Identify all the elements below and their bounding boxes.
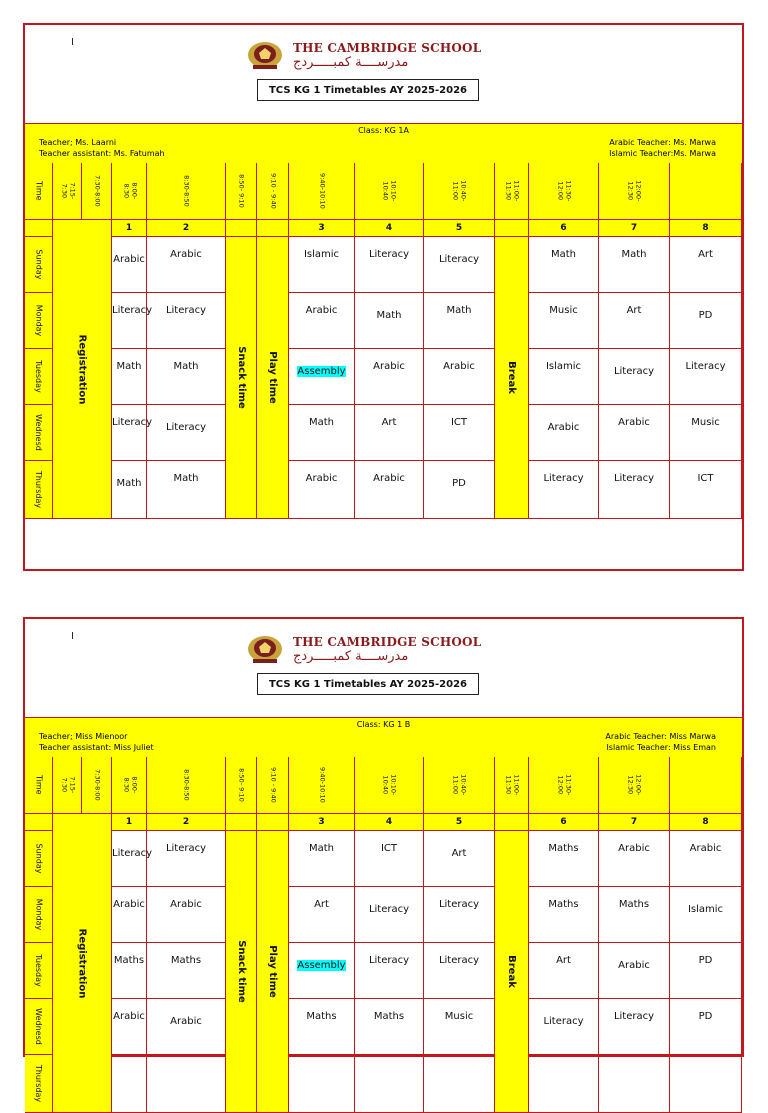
time-slot-label: 7:15- 7:30 xyxy=(59,182,76,200)
subject-cell xyxy=(355,831,424,887)
period-number: 1 xyxy=(112,220,147,237)
crest-icon xyxy=(247,40,283,70)
timetable-page-1 xyxy=(23,23,744,571)
day-label xyxy=(25,461,53,519)
subject-cell xyxy=(529,405,599,461)
subject-cell xyxy=(670,1055,742,1113)
school-name-en: THE CAMBRIDGE SCHOOL xyxy=(293,40,482,55)
subject-cell xyxy=(112,887,147,943)
period-number: 6 xyxy=(529,220,599,237)
day-name: Thursday xyxy=(34,1064,44,1103)
subject-name: Literacy xyxy=(438,955,480,966)
subject-cell xyxy=(112,943,147,999)
period-number: 4 xyxy=(355,220,424,237)
subject-name: Music xyxy=(549,305,578,316)
subject-name: Literacy xyxy=(165,305,207,316)
subject-name: Assembly xyxy=(297,960,346,971)
day-label xyxy=(25,887,53,943)
subject-cell xyxy=(289,405,355,461)
assistant-name: Teacher assistant: Ms. Fatumah xyxy=(39,149,165,158)
subject-name: Math xyxy=(173,473,199,484)
subject-name: Music xyxy=(691,417,720,428)
subject-cell xyxy=(670,405,742,461)
school-name-ar: مدرســــة كمبـــــردج xyxy=(293,54,409,70)
subject-cell xyxy=(599,943,670,999)
subject-cell xyxy=(112,237,147,293)
subject-name: Assembly xyxy=(297,366,346,377)
time-slot xyxy=(82,757,112,814)
subject-cell xyxy=(112,405,153,461)
subject-cell xyxy=(289,461,355,519)
subject-cell xyxy=(599,293,670,349)
time-slot xyxy=(53,757,82,814)
subject-name: Literacy xyxy=(112,848,153,859)
subject-cell xyxy=(112,1055,147,1113)
subject-cell xyxy=(599,237,670,293)
period-blank xyxy=(226,814,257,831)
time-slot xyxy=(529,163,599,220)
subject-name: Math xyxy=(173,361,199,372)
subject-cell xyxy=(355,461,424,519)
registration-column xyxy=(53,814,112,1113)
subject-cell xyxy=(112,999,147,1055)
subject-name: Literacy xyxy=(613,473,655,484)
time-slot xyxy=(147,757,226,814)
timetable-title: TCS KG 1 Timetables AY 2025-2026 xyxy=(257,79,479,101)
subject-name: Literacy xyxy=(613,366,655,377)
day-label xyxy=(25,999,53,1055)
subject-cell xyxy=(424,999,495,1055)
subject-cell xyxy=(147,349,226,405)
subject-name: Math xyxy=(621,249,647,260)
period-number: 7 xyxy=(599,220,670,237)
day-label xyxy=(25,943,53,999)
subject-name: Math xyxy=(116,478,142,489)
subject-name: Art xyxy=(451,848,467,859)
period-blank xyxy=(495,220,529,237)
day-name: Wednesd xyxy=(34,414,43,451)
subject-cell xyxy=(670,237,742,293)
time-slot-label: 11:00- 11:30 xyxy=(504,180,521,202)
subject-name: Arabic xyxy=(113,899,145,910)
time-slot-label: 8:50- 9:10 xyxy=(237,768,246,802)
subject-cell xyxy=(529,237,599,293)
subject-cell xyxy=(289,1055,355,1113)
school-name xyxy=(293,42,481,69)
time-header xyxy=(25,163,53,220)
time-slot xyxy=(226,757,257,814)
school-name-ar: مدرســــة كمبـــــردج xyxy=(293,648,409,664)
subject-cell xyxy=(670,999,742,1055)
subject-cell xyxy=(355,943,424,999)
subject-name: Maths xyxy=(548,843,579,854)
subject-cell xyxy=(355,887,424,943)
time-slot xyxy=(599,163,670,220)
subject-cell xyxy=(424,405,495,461)
day-name: Wednesd xyxy=(34,1008,43,1045)
subject-cell xyxy=(599,1055,670,1113)
subject-name: PD xyxy=(698,1011,713,1022)
school-name xyxy=(293,636,481,663)
time-slot-label: 10:10- 10:40 xyxy=(381,180,398,202)
time-slot-label: 11:00- 11:30 xyxy=(504,774,521,796)
subject-name: Literacy xyxy=(438,254,480,265)
subject-name: Maths xyxy=(373,1011,405,1022)
subject-name: Arabic xyxy=(305,473,338,484)
subject-name: Art xyxy=(381,417,397,428)
subject-name: Arabic xyxy=(618,843,650,854)
class-name: Class: KG 1A xyxy=(358,126,409,135)
period-number: 5 xyxy=(424,220,495,237)
subject-name: Arabic xyxy=(305,305,338,316)
registration-column xyxy=(53,220,112,519)
subject-name: Islamic xyxy=(303,249,340,260)
subject-name: Arabic xyxy=(170,899,202,910)
period-blank xyxy=(495,814,529,831)
period-blank xyxy=(257,814,289,831)
subject-cell xyxy=(670,461,742,519)
subject-name: Arabic xyxy=(618,417,650,428)
timetable-title: TCS KG 1 Timetables AY 2025-2026 xyxy=(257,673,479,695)
subject-cell xyxy=(529,349,599,405)
subject-cell xyxy=(289,999,355,1055)
period-number: 6 xyxy=(529,814,599,831)
subject-name: PD xyxy=(452,478,466,489)
day-label xyxy=(25,349,53,405)
subject-name: Arabic xyxy=(443,361,475,372)
subject-cell xyxy=(289,887,355,943)
time-slot-label: 8:30-8:50 xyxy=(182,175,191,207)
subject-name: PD xyxy=(698,310,713,321)
break-column xyxy=(495,237,529,519)
period-number: 3 xyxy=(289,814,355,831)
subject-cell xyxy=(112,293,153,349)
time-slot-label: 12:00- 12:30 xyxy=(626,774,643,796)
subject-cell xyxy=(147,943,226,999)
subject-cell xyxy=(112,461,147,519)
subject-name: Islamic xyxy=(687,904,724,915)
day-name: Tuesday xyxy=(34,360,44,393)
subject-name: Math xyxy=(116,361,142,372)
subject-cell xyxy=(289,943,355,999)
subject-cell xyxy=(599,349,670,405)
subject-name: Literacy xyxy=(685,361,726,372)
subject-cell xyxy=(147,1055,226,1113)
subject-cell xyxy=(289,831,355,887)
period-corner xyxy=(25,814,53,831)
subject-name: Math xyxy=(376,310,402,321)
subject-cell xyxy=(289,237,355,293)
snack-label: Snack time xyxy=(235,346,247,409)
subject-cell xyxy=(424,1055,495,1113)
subject-cell xyxy=(147,999,226,1055)
subject-name: Arabic xyxy=(170,1016,202,1027)
break-label: Break xyxy=(505,955,517,988)
subject-name: Arabic xyxy=(373,473,405,484)
arabic-teacher: Arabic Teacher: Miss Marwa xyxy=(605,732,716,741)
subject-cell xyxy=(355,237,424,293)
time-slot-label: 8:50- 9:10 xyxy=(237,174,246,208)
subject-name: Literacy xyxy=(543,473,584,484)
registration-label: Registration xyxy=(76,928,88,998)
subject-cell xyxy=(355,405,424,461)
period-blank xyxy=(257,220,289,237)
page-mark: I xyxy=(71,631,74,642)
time-slot-label: 8:00- 8:30 xyxy=(121,182,138,200)
time-slot-label: 10:40- 11:00 xyxy=(451,180,468,202)
subject-cell xyxy=(289,293,355,349)
class-info xyxy=(25,123,742,165)
time-slot-label: 8:30-8:50 xyxy=(182,769,191,801)
time-slot xyxy=(289,163,355,220)
islamic-teacher: Islamic Teacher:Ms. Marwa xyxy=(609,149,716,158)
subject-name: Islamic xyxy=(545,361,582,372)
time-slot xyxy=(599,757,670,814)
subject-cell xyxy=(112,349,147,405)
subject-name: Literacy xyxy=(368,955,410,966)
subject-cell xyxy=(529,943,599,999)
subject-name: Literacy xyxy=(165,843,207,854)
subject-cell xyxy=(529,831,599,887)
time-label: Time xyxy=(34,181,44,201)
subject-cell xyxy=(424,349,495,405)
time-slot-label: 10:10- 10:40 xyxy=(381,774,398,796)
time-slot xyxy=(355,163,424,220)
time-slot xyxy=(424,163,495,220)
time-slot xyxy=(289,757,355,814)
subject-name: Math xyxy=(308,417,334,428)
time-slot-label: 11:30- 12:00 xyxy=(556,774,573,796)
subject-cell xyxy=(147,461,226,519)
subject-name: Art xyxy=(698,249,713,260)
subject-name: Art xyxy=(556,955,571,966)
subject-cell xyxy=(424,461,495,519)
time-slot-label: 7:15- 7:30 xyxy=(59,776,76,794)
subject-cell xyxy=(424,943,495,999)
day-label xyxy=(25,293,53,349)
subject-cell xyxy=(529,887,599,943)
subject-name: Arabic xyxy=(547,422,580,433)
period-number: 4 xyxy=(355,814,424,831)
time-slot xyxy=(424,757,495,814)
arabic-teacher: Arabic Teacher: Ms. Marwa xyxy=(609,138,716,147)
time-slot xyxy=(670,757,742,814)
period-number: 1 xyxy=(112,814,147,831)
subject-name: Arabic xyxy=(113,1011,145,1022)
subject-name: PD xyxy=(698,955,713,966)
subject-name: ICT xyxy=(697,473,714,484)
timetable-page-2 xyxy=(23,617,744,1103)
subject-cell xyxy=(355,1055,424,1113)
subject-name: Math xyxy=(308,843,334,854)
time-slot-label: 8:00- 8:30 xyxy=(121,776,138,794)
time-label: Time xyxy=(34,775,44,795)
subject-name: Literacy xyxy=(368,904,410,915)
break-column xyxy=(495,831,529,1113)
crest-icon xyxy=(247,634,283,664)
time-slot xyxy=(257,163,289,220)
assistant-name: Teacher assistant: Miss Juliet xyxy=(39,743,154,752)
time-slot-label: 7:30-8:00 xyxy=(93,175,102,207)
subject-name: Literacy xyxy=(543,1016,584,1027)
subject-name: Literacy xyxy=(438,899,480,910)
time-slot-label: 9:10 - 9:40 xyxy=(269,767,278,803)
subject-name: ICT xyxy=(450,417,468,428)
subject-cell xyxy=(670,293,742,349)
period-number: 2 xyxy=(147,220,226,237)
snack-column xyxy=(226,237,257,519)
period-corner xyxy=(25,220,53,237)
subject-cell xyxy=(599,999,670,1055)
school-logo xyxy=(247,37,483,73)
subject-cell xyxy=(529,999,599,1055)
subject-cell xyxy=(670,887,742,943)
time-slot-label: 9:40-10:10 xyxy=(318,767,327,803)
play-column xyxy=(257,237,289,519)
snack-label: Snack time xyxy=(235,940,247,1003)
subject-cell xyxy=(529,461,599,519)
day-label xyxy=(25,405,53,461)
day-name: Monday xyxy=(34,304,43,337)
time-header xyxy=(25,757,53,814)
subject-cell xyxy=(424,831,495,887)
subject-name: Arabic xyxy=(170,249,202,260)
islamic-teacher: Islamic Teacher: Miss Eman xyxy=(606,743,716,752)
time-slot xyxy=(112,757,147,814)
time-slot-label: 12:00- 12:30 xyxy=(626,180,643,202)
subject-cell xyxy=(670,943,742,999)
time-slot-label: 10:40- 11:00 xyxy=(451,774,468,796)
teacher-name: Teacher; Ms. Laarni xyxy=(39,138,117,147)
play-label: Play time xyxy=(267,351,279,404)
subject-name: Maths xyxy=(306,1011,337,1022)
subject-cell xyxy=(355,293,424,349)
subject-name: Literacy xyxy=(112,417,153,428)
subject-cell xyxy=(424,237,495,293)
time-slot xyxy=(529,757,599,814)
day-label xyxy=(25,237,53,293)
subject-name: Maths xyxy=(618,899,650,910)
period-number: 8 xyxy=(670,814,742,831)
time-slot-label: 9:40-10:10 xyxy=(318,173,327,209)
time-slot xyxy=(355,757,424,814)
school-logo xyxy=(247,631,483,667)
subject-cell xyxy=(599,405,670,461)
subject-cell xyxy=(355,349,424,405)
subject-name: Math xyxy=(550,249,576,260)
day-label xyxy=(25,1055,53,1113)
subject-name: Literacy xyxy=(613,1011,655,1022)
subject-name: Maths xyxy=(170,955,202,966)
class-info xyxy=(25,717,742,759)
time-slot xyxy=(257,757,289,814)
subject-name: Literacy xyxy=(112,305,153,316)
period-number: 3 xyxy=(289,220,355,237)
subject-name: Arabic xyxy=(618,960,650,971)
day-name: Thursday xyxy=(34,470,44,509)
subject-cell xyxy=(147,831,226,887)
subject-name: ICT xyxy=(380,843,398,854)
subject-cell xyxy=(424,293,495,349)
time-slot xyxy=(53,163,82,220)
subject-cell xyxy=(599,461,670,519)
subject-cell xyxy=(599,831,670,887)
period-number: 8 xyxy=(670,220,742,237)
subject-cell xyxy=(670,831,742,887)
subject-cell xyxy=(147,405,226,461)
time-slot xyxy=(495,163,529,220)
time-slot-label: 9:10 - 9:40 xyxy=(269,173,278,209)
page-mark: I xyxy=(71,37,74,48)
subject-name: Literacy xyxy=(165,422,207,433)
period-number: 7 xyxy=(599,814,670,831)
subject-name: Arabic xyxy=(373,361,405,372)
time-slot-label: 11:30- 12:00 xyxy=(556,180,573,202)
subject-cell xyxy=(289,349,355,405)
subject-name: Maths xyxy=(548,899,579,910)
period-number: 5 xyxy=(424,814,495,831)
subject-name: Arabic xyxy=(689,843,722,854)
registration-label: Registration xyxy=(76,334,88,404)
time-slot xyxy=(670,163,742,220)
class-name: Class: KG 1 B xyxy=(356,720,411,729)
time-slot xyxy=(147,163,226,220)
subject-cell xyxy=(147,293,226,349)
time-slot xyxy=(226,163,257,220)
period-number: 2 xyxy=(147,814,226,831)
subject-name: Arabic xyxy=(113,254,145,265)
subject-name: Literacy xyxy=(368,249,410,260)
subject-cell xyxy=(599,887,670,943)
subject-cell xyxy=(147,237,226,293)
day-name: Monday xyxy=(34,898,43,931)
subject-cell xyxy=(355,999,424,1055)
school-name-en: THE CAMBRIDGE SCHOOL xyxy=(293,634,482,649)
day-label xyxy=(25,831,53,887)
subject-name: Math xyxy=(446,305,472,316)
subject-cell xyxy=(529,1055,599,1113)
time-slot xyxy=(112,163,147,220)
subject-cell xyxy=(147,887,226,943)
day-name: Sunday xyxy=(34,249,43,280)
teacher-name: Teacher; Miss Mienoor xyxy=(39,732,128,741)
period-blank xyxy=(226,220,257,237)
time-slot xyxy=(495,757,529,814)
break-label: Break xyxy=(505,361,517,394)
snack-column xyxy=(226,831,257,1113)
subject-name: Maths xyxy=(113,955,145,966)
time-slot xyxy=(82,163,112,220)
day-name: Tuesday xyxy=(34,954,44,987)
subject-name: Music xyxy=(444,1011,474,1022)
subject-cell xyxy=(529,293,599,349)
subject-name: Art xyxy=(626,305,642,316)
subject-cell xyxy=(112,831,153,887)
play-label: Play time xyxy=(267,945,279,998)
subject-name: Art xyxy=(314,899,329,910)
day-name: Sunday xyxy=(34,843,43,874)
subject-cell xyxy=(424,887,495,943)
play-column xyxy=(257,831,289,1113)
time-slot-label: 7:30-8:00 xyxy=(93,769,102,801)
subject-cell xyxy=(670,349,742,405)
